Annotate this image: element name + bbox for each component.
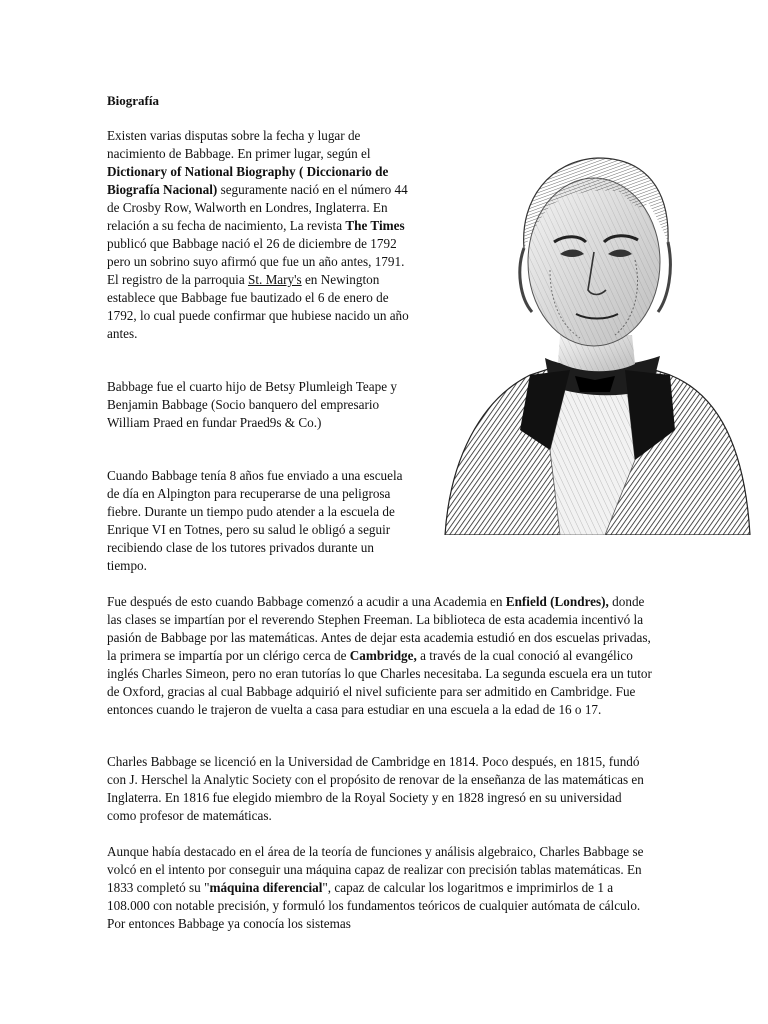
p1-text-3: publicó que Babbage nació el 26 de diciembre de 1792 pero un sobrino suyo afirmó que fue un año antes, 1791. El registro de la parroquia [107,236,405,287]
p1-text-4: en Newington establece que Babbage fue bautizado el 6 de enero de 1792, lo cual puede confirmar que hubiese nacido un año antes. [107,272,409,341]
paragraph-childhood: Cuando Babbage tenía 8 años fue enviado a una escuela de día en Alpington para recuperarse de una peligrosa fiebre. Durante un tiempo pudo atender a la escuela de Enrique VI en Totnes, pero su salud le obligó a seguir recibiendo clase de los tutores privados durante un tiempo. [107,468,403,573]
paragraph-education [107,593,652,719]
paragraph-birth [107,127,417,343]
p4-bold-cambridge: Cambridge, [349,648,417,663]
p4-text-1: Fue después de esto cuando Babbage comenzó a acudir a una Academia en [107,594,506,609]
p6-text-1: Aunque había destacado en el área de la teoría de funciones y análisis algebraico, Charles Babbage se volcó en el intento por conseguir una máquina capaz de realizar con precisión tablas matemáticas. En 1833 completó su " [107,844,644,895]
paragraph-parents: Babbage fue el cuarto hijo de Betsy Plumleigh Teape y Benjamin Babbage (Socio banquero del empresario William Praed en fundar Praed9s & Co.) [107,379,397,430]
p1-text-1: Existen varias disputas sobre la fecha y lugar de nacimiento de Babbage. En primer lugar, según el [107,128,371,161]
p1-bold-times: The Times [345,218,405,233]
p6-bold-machine: máquina diferencial [209,880,323,895]
section-heading: Biografía [107,93,159,108]
paragraph-difference-engine [107,843,652,933]
paragraph-university: Charles Babbage se licenció en la Universidad de Cambridge en 1814. Poco después, en 1815, fundó con J. Herschel la Analytic Society con el propósito de renovar de la enseñanza de las matemáticas en Inglaterra. En 1816 fue elegido miembro de la Royal Society y en 1828 ingresó en su universidad como profesor de matemáticas. [107,754,644,823]
p1-bold-dictionary: Dictionary of National Biography ( Diccionario de Biografía Nacional) [107,164,389,197]
p4-bold-enfield: Enfield (Londres), [505,594,609,609]
p1-text-2: seguramente nació en el número 44 de Crosby Row, Walworth en Londres, Inglaterra. En relación a su fecha de nacimiento, La revista [107,182,408,233]
p4-text-2: donde las clases se impartían por el reverendo Stephen Freeman. La biblioteca de esta academia incentivó la pasión de Babbage por las matemáticas. Antes de dejar esta academia estudió en dos escuelas privadas, la primera se impartía por un clérigo cerca de [107,594,651,663]
portrait-engraving [420,130,752,535]
st-marys-link[interactable]: St. Mary's [247,272,302,287]
p6-text-2: ", capaz de calcular los logaritmos e imprimirlos de 1 a 108.000 con notable precisión, y formuló los fundamentos teóricos de cualquier autómata de cálculo. Por entonces Babbage ya conocía los sistemas [107,880,641,931]
p4-text-3: a través de la cual conoció al evangélico inglés Charles Simeon, pero no eran tutorías lo que Charles necesitaba. La segunda escuela era un tutor de Oxford, gracias al cual Babbage adquirió el nivel suficiente para ser admitido en Cambridge. Fue entonces cuando le trajeron de vuelta a casa para estudiar en una escuela a la edad de 16 o 17. [107,648,652,717]
